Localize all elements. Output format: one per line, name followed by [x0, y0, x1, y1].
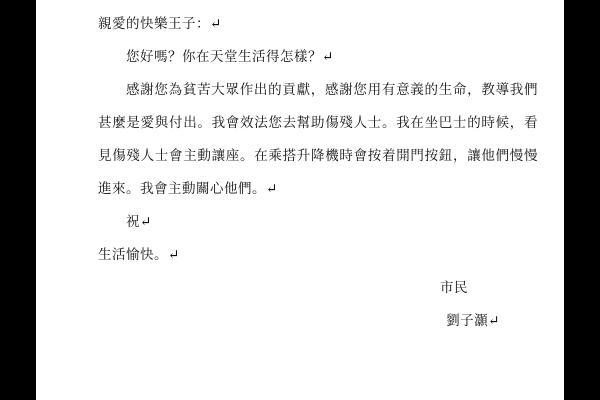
paragraph-salutation: 親愛的快樂王子：↵: [98, 16, 222, 32]
paragraph-body-1: 感謝您為貧苦大眾作出的貢獻，感謝您用有意義的生命，教導我們甚麼是愛與付出。我會效法您去幫助傷殘人士。我在坐巴士的時候，看見傷殘人士會主動讓座。在乘搭升降機時會按着開門按鈕，讓他們慢慢進來。我會主動關心他們。↵: [98, 82, 538, 197]
paragraph-closing-phrase: 生活愉快。↵: [98, 247, 180, 263]
paragraph-closing-wish: 祝↵: [126, 214, 152, 230]
document-body: [36, 0, 564, 338]
paragraph-signature-name: 劉子灝↵: [446, 313, 500, 329]
document-page: [36, 0, 564, 400]
paragraph-signature-title: 市民: [440, 280, 468, 296]
paragraph-greeting: 您好嗎？你在天堂生活得怎樣？↵: [126, 49, 334, 65]
